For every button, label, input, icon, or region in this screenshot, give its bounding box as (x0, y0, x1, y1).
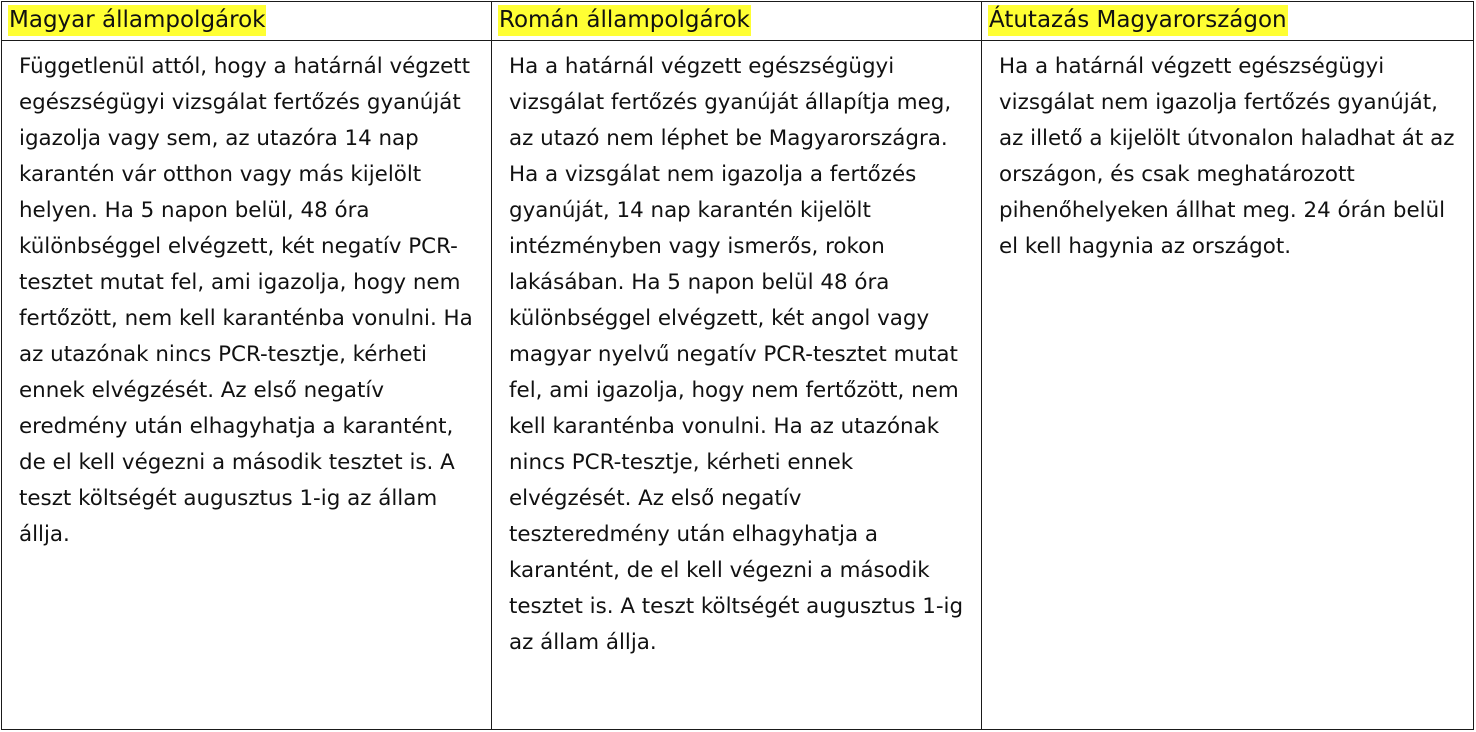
header-row (2, 2, 1474, 41)
comparison-table (1, 1, 1474, 730)
column-text: Ha a határnál végzett egészségügyi vizsgálat nem igazolja fertőzés gyanúját, az illető a kijelölt útvonalon haladhat át az országon, és csak meghatározott pihenőhelyeken állhat meg. 24 órán belül el kell hagynia az országot. (999, 54, 1455, 259)
column-title: Magyar állampolgárok (8, 5, 266, 36)
column-text: Függetlenül attól, hogy a határnál végzett egészségügyi vizsgálat fertőzés gyanúját igazolja vagy sem, az utazóra 14 nap karantén vár otthon vagy más kijelölt helyen. Ha 5 napon belül, 48 óra különbséggel elvégzett, két negatív PCR-tesztet mutat fel, ami igazolja, hogy nem fertőzött, nem kell karanténba vonulni. Ha az utazónak nincs PCR-tesztje, kérheti ennek elvégzését. Az első negatív eredmény után elhagyhatja a karantént, de el kell végezni a második tesztet is. A teszt költségét augusztus 1-ig az állam állja. (19, 54, 473, 547)
column-title: Átutazás Magyarországon (988, 5, 1288, 36)
header-cell-hungarian-citizens (2, 2, 492, 41)
column-title: Román állampolgárok (498, 5, 751, 36)
body-cell-hungarian-citizens (2, 41, 492, 730)
body-cell-romanian-citizens (492, 41, 982, 730)
body-row (2, 41, 1474, 730)
header-cell-romanian-citizens (492, 2, 982, 41)
body-cell-transit (982, 41, 1474, 730)
column-text: Ha a határnál végzett egészségügyi vizsgálat fertőzés gyanúját állapítja meg, az utazó nem léphet be Magyarországra. Ha a vizsgálat nem igazolja a fertőzés gyanúját, 14 nap karantén kijelölt intézményben vagy ismerős, rokon lakásában. Ha 5 napon belül 48 óra különbséggel elvégzett, két angol vagy magyar nyelvű negatív PCR-tesztet mutat fel, ami igazolja, hogy nem fertőzött, nem kell karanténba vonulni. Ha az utazónak nincs PCR-tesztje, kérheti ennek elvégzését. Az első negatív teszteredmény után elhagyhatja a karantént, de el kell végezni a második tesztet is. A teszt költségét augusztus 1-ig az állam állja. (509, 54, 964, 655)
header-cell-transit (982, 2, 1474, 41)
